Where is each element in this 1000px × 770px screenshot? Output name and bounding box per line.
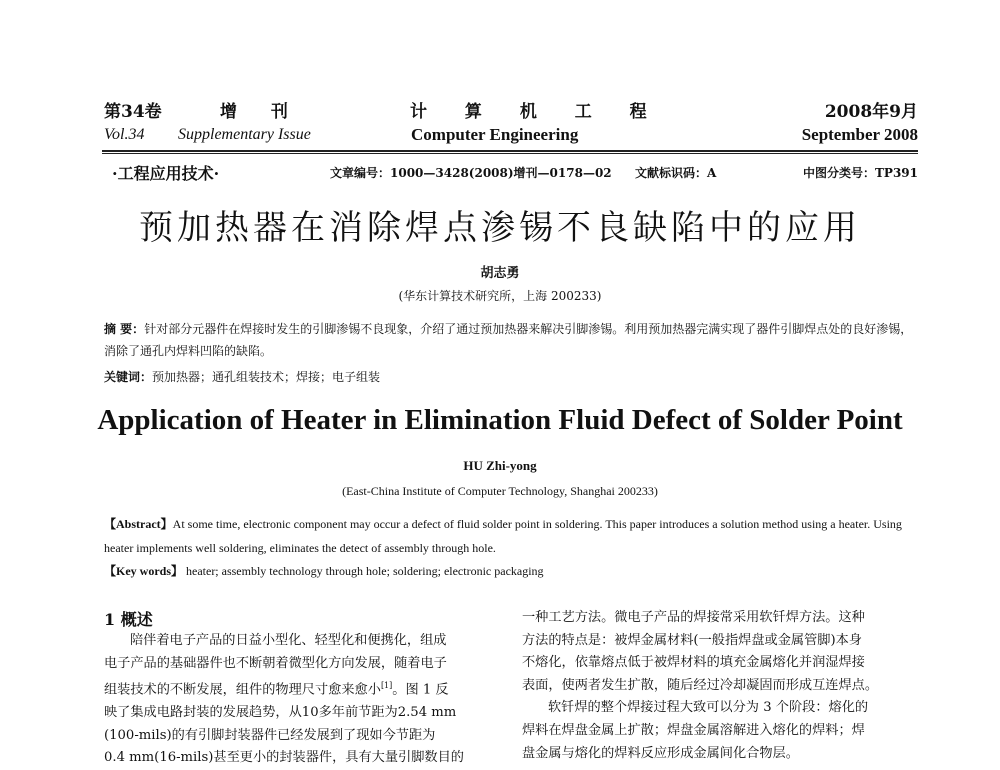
date-en: September 2008: [801, 125, 918, 144]
author-cn: 胡志勇: [480, 266, 520, 281]
body-line: 映了集成电路封装的发展趋势，从10多年前节距为2.54 mm: [104, 705, 457, 721]
body-line: 方法的特点是：被焊金属材料(一般指焊盘或金属管脚)本身: [522, 632, 862, 648]
article-number: 文章编号：1000—3428(2008)增刊—0178—02: [330, 166, 612, 180]
affiliation-en: (East-China Institute of Computer Technology, Shanghai 200233): [342, 484, 658, 498]
body-line: 陪伴着电子产品的日益小型化、轻型化和便携化，组成: [130, 633, 447, 648]
body-line: 软钎焊的整个焊接过程大致可以分为 3 个阶段：熔化的: [548, 700, 869, 716]
keywords-cn-label: 关键词：: [104, 370, 153, 384]
author-en: HU Zhi-yong: [463, 458, 537, 473]
paper-title-en: Application of Heater in Elimination Fluid Defect of Solder Point: [97, 404, 903, 436]
volume-cn: 第34卷: [104, 102, 162, 122]
body-line: (100-mils)的有引脚封装器件已经发展到了现如今节距为: [104, 727, 436, 743]
journal-name-cn: 计 算 机 工 程: [410, 102, 663, 122]
supplement-en: Supplementary Issue: [178, 126, 311, 143]
body-line: 盘金属与熔化的焊料反应形成金属间化合物层。: [522, 745, 799, 761]
date-cn: 2008年9月: [824, 102, 918, 122]
abstract-en: [104, 512, 922, 560]
body-line: 一种工艺方法。微电子产品的焊接常采用软钎焊方法。这种: [522, 610, 865, 625]
keywords-en-label: 【Key words】: [104, 564, 183, 578]
header-rule-top: [102, 150, 918, 152]
body-line: 表面，使两者发生扩散，随后经过冷却凝固而形成互连焊点。: [522, 677, 879, 693]
citation-ref[interactable]: [1]: [380, 681, 393, 691]
body-column-right: [522, 607, 916, 765]
journal-name-en: Computer Engineering: [411, 125, 579, 144]
keywords-cn: [104, 368, 380, 385]
body-line: 焊料在焊盘金属上扩散；焊盘金属溶解进入熔化的焊料；焊: [522, 722, 865, 738]
body-line-tail: 。图 1 反: [392, 682, 449, 698]
abstract-cn-text: 针对部分元器件在焊接时发生的引脚渗锡不良现象，介绍了通过预加热器来解决引脚渗锡。利用预加热器完满实现了器件引脚焊点处的良好渗锡，消除了通孔内焊料凹陷的缺陷。: [104, 322, 913, 358]
abstract-cn: [104, 318, 922, 362]
section-heading: 1 概述: [104, 610, 153, 629]
keywords-en: [104, 562, 544, 579]
abstract-en-label: 【Abstract】: [104, 517, 173, 531]
body-line-text: 组装技术的不断发展，组件的物理尺寸愈来愈小: [104, 682, 381, 698]
volume-en: Vol.34: [104, 126, 145, 143]
document-code: 文献标识码：A: [635, 166, 717, 180]
abstract-cn-label: 摘 要：: [104, 322, 145, 336]
body-line: 0.4 mm(16-mils)甚至更小的封装器件，具有大量引脚数目的: [104, 750, 464, 766]
header-rule-bottom: [102, 153, 918, 154]
affiliation-cn: (华东计算技术研究所，上海 200233): [398, 289, 602, 303]
body-line: 电子产品的基础器件也不断朝着微型化方向发展，随着电子: [104, 655, 447, 671]
supplement-cn: 增 刊: [220, 102, 302, 122]
keywords-cn-text: 预加热器；通孔组装技术；焊接；电子组装: [152, 370, 381, 384]
paper-title-cn: 预加热器在消除焊点渗锡不良缺陷中的应用: [139, 208, 861, 248]
column-label: ·工程应用技术·: [112, 164, 220, 183]
classification-number: 中图分类号：TP391: [802, 166, 918, 180]
body-line: 不熔化，依靠熔点低于被焊材料的填充金属熔化并润湿焊接: [522, 655, 865, 671]
body-line: [104, 675, 498, 702]
abstract-en-text: At some time, electronic component may occur a defect of fluid solder point in soldering. This paper introduces a solution method using a heater. Using heater implements well soldering, eliminates the detect of assembly through hole.: [104, 517, 902, 555]
body-column-left: [104, 630, 498, 770]
keywords-en-text: heater; assembly technology through hole; soldering; electronic packaging: [186, 564, 544, 578]
